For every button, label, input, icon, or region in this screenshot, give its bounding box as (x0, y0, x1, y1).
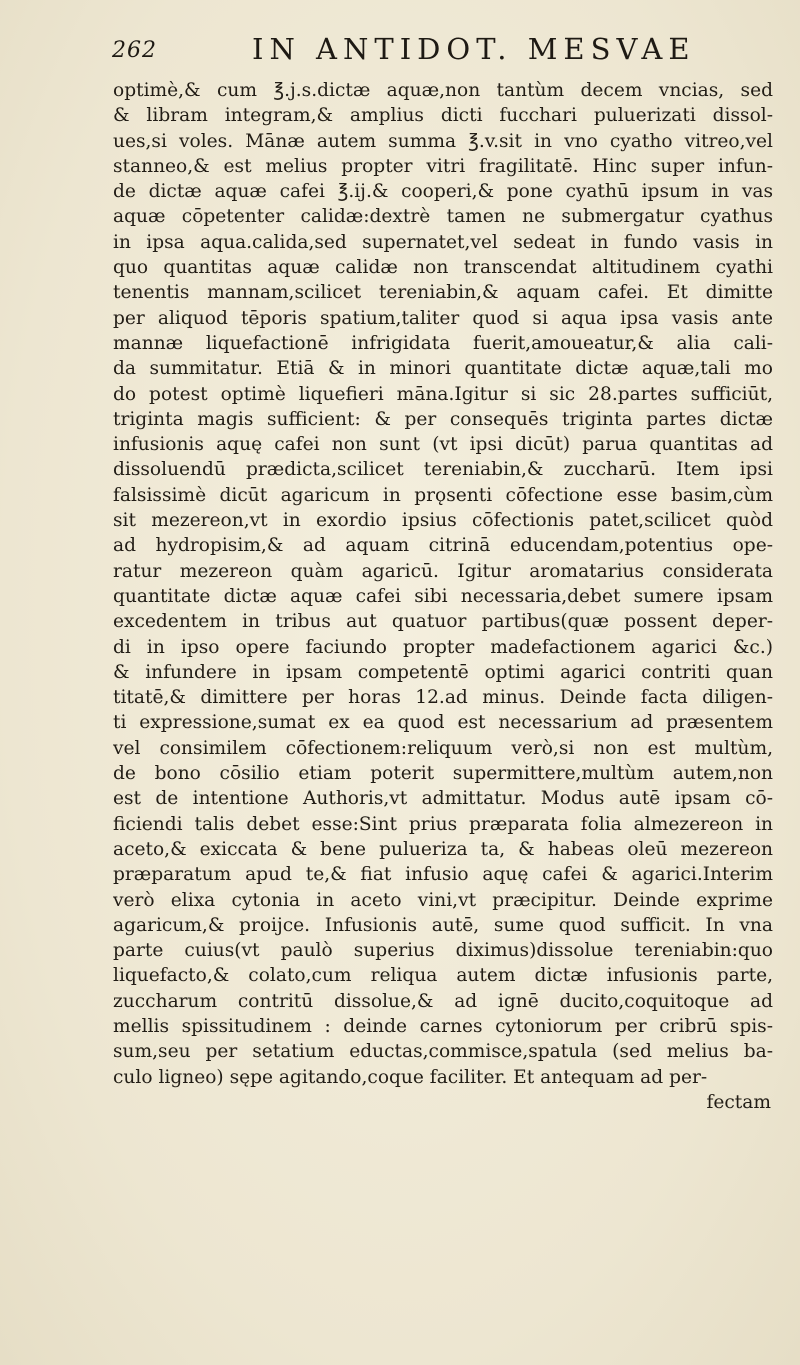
text-line: præparatum apud te,& fiat infusio aquę cafei & agarici.Interim (113, 864, 773, 886)
text-line: verò elixa cytonia in aceto vini,vt præcipitur. Deinde exprime (113, 889, 773, 911)
text-line: ratur mezereon quàm agaricū. Igitur aromatarius considerata (113, 560, 773, 582)
text-line: est de intentione Authoris,vt admittatur. Modus autē ipsam cō- (113, 788, 773, 810)
text-line: da summitatur. Etiā & in minori quantitate dictæ aquæ,tali mo (113, 358, 773, 380)
text-line: & infundere in ipsam competentē optimi agarici contriti quan (113, 661, 773, 683)
text-line: sum,seu per setatium eductas,commisce,spatula (sed melius ba- (113, 1041, 773, 1063)
text-line: ti expressione,sumat ex ea quod est necessarium ad præsentem (113, 712, 773, 734)
text-line: di in ipso opere faciundo propter madefactionem agarici &c.) (113, 636, 773, 658)
text-line: titatē,& dimittere per horas 12.ad minus. Deinde facta diligen- (113, 687, 773, 709)
text-line: in ipsa aqua.calida,sed supernatet,vel sedeat in fundo vasis in (113, 231, 773, 253)
text-line: parte cuius(vt paulò superius diximus)dissolue tereniabin:quo (113, 940, 773, 962)
text-line: zuccharum contritū dissolue,& ad ignē ducito,coquitoque ad (113, 990, 773, 1012)
text-line: agaricum,& proijce. Infusionis autē, sume quod sufficit. In vna (113, 914, 773, 936)
text-line: ad hydropisim,& ad aquam citrinā educendam,potentius ope- (113, 535, 773, 557)
text-line: sit mezereon,vt in exordio ipsius cōfectionis patet,scilicet quòd (113, 510, 773, 532)
text-line: infusionis aquę cafei non sunt (vt ipsi dicūt) parua quantitas ad (113, 434, 773, 456)
text-line: mellis spissitudinem : deinde carnes cytoniorum per cribrū spis- (113, 1015, 773, 1037)
text-line: falsissimè dicūt agaricum in prǫsenti cōfectione esse basim,cùm (113, 484, 773, 506)
page-header (112, 30, 772, 70)
text-line: mannæ liquefactionē infrigidata fuerit,amoueatur,& alia cali- (113, 332, 773, 354)
text-line: tenentis mannam,scilicet tereniabin,& aquam cafei. Et dimitte (113, 282, 773, 304)
body-text (113, 78, 773, 1115)
text-line: ficiendi talis debet esse:Sint prius præparata folia almezereon in (113, 813, 773, 835)
text-line: excedentem in tribus aut quatuor partibus(quæ possent deper- (113, 611, 773, 633)
text-line: vel consimilem cōfectionem:reliquum verò,si non est multùm, (113, 737, 773, 759)
text-line: optimè,& cum ℥.j.s.dictæ aquæ,non tantùm decem vncias, sed (113, 80, 773, 101)
running-title: IN ANTIDOT. MESVAE (252, 32, 696, 66)
text-line: aquæ cōpetenter calidæ:dextrè tamen ne submergatur cyathus (113, 206, 773, 228)
text-line: quantitate dictæ aquæ cafei sibi necessaria,debet sumere ipsam (113, 585, 773, 607)
text-line: triginta magis sufficient: & per consequēs triginta partes dictæ (113, 408, 773, 430)
text-line: de dictæ aquæ cafei ℥.ij.& cooperi,& pone cyathū ipsum in vas (113, 181, 773, 203)
text-line: & libram integram,& amplius dicti fucchari puluerizati dissol- (113, 105, 773, 127)
text-line: aceto,& exiccata & bene pulueriza ta, & habeas oleū mezereon (113, 838, 773, 860)
text-line: quo quantitas aquæ calidæ non transcendat altitudinem cyathi (113, 257, 773, 279)
text-line: dissoluendū prædicta,scilicet tereniabin,& zuccharū. Item ipsi (113, 459, 773, 481)
text-line: culo ligneo) sępe agitando,coque faciliter. Et antequam ad per- (113, 1066, 708, 1088)
text-line: liquefacto,& colato,cum reliqua autem dictæ infusionis parte, (113, 965, 773, 987)
catchword: fectam (706, 1091, 771, 1113)
text-line: do potest optimè liquefieri māna.Igitur si sic 28.partes sufficiūt, (113, 383, 773, 405)
text-line: stanneo,& est melius propter vitri fragilitatē. Hinc super infun- (113, 155, 773, 177)
text-line: ues,si voles. Mānæ autem summa ℥.v.sit in vno cyatho vitreo,vel (113, 130, 773, 152)
text-line: de bono cōsilio etiam poterit supermittere,multùm autem,non (113, 763, 773, 785)
page-number: 262 (112, 38, 157, 63)
text-line: per aliquod tēporis spatium,taliter quod si aqua ipsa vasis ante (113, 307, 773, 329)
